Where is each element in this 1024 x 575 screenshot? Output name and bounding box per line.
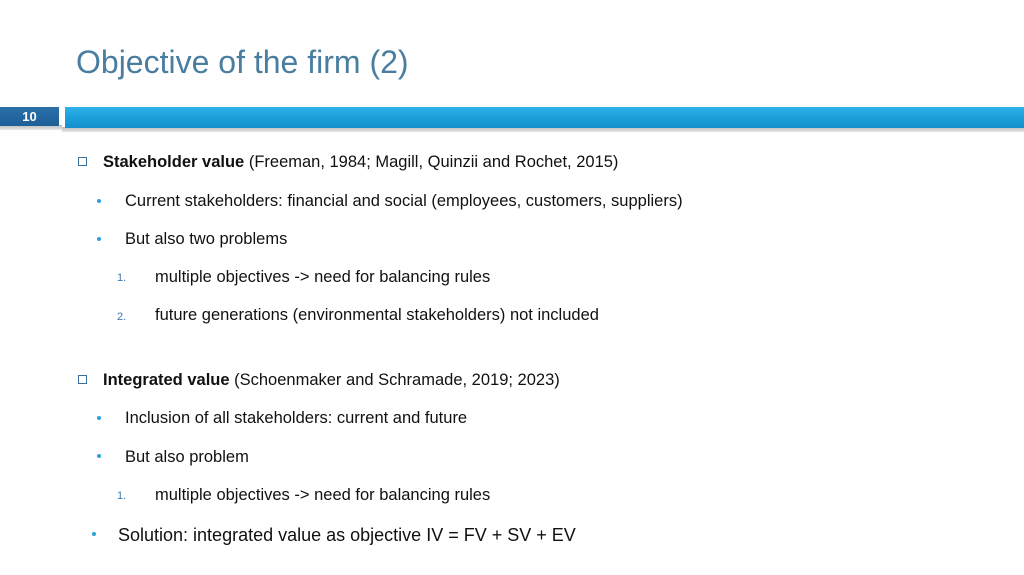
ordered-marker: 2. <box>117 311 127 323</box>
slide-number: 10 <box>0 107 59 126</box>
section-heading-stakeholder <box>103 153 618 172</box>
section-heading-citation: (Schoenmaker and Schramade, 2019; 2023) <box>229 371 560 389</box>
bullet-dot-icon <box>97 454 101 458</box>
square-bullet-icon <box>78 157 87 166</box>
bullet-dot-icon <box>97 237 101 241</box>
ordered-item: multiple objectives -> need for balancing rules <box>155 268 491 286</box>
bullet-dot-icon <box>97 416 101 420</box>
section-heading-citation: (Freeman, 1984; Magill, Quinzii and Rochet, 2015) <box>244 153 619 171</box>
list-item: But also problem <box>125 448 249 466</box>
list-item: But also two problems <box>125 230 288 248</box>
ordered-marker: 1. <box>117 490 127 502</box>
ordered-marker: 1. <box>117 272 127 284</box>
ordered-item: multiple objectives -> need for balancing rules <box>155 486 491 504</box>
square-bullet-icon <box>78 375 87 384</box>
solution-line: Solution: integrated value as objective IV = FV + SV + EV <box>118 525 576 545</box>
section-heading-integrated <box>103 371 560 390</box>
section-heading-bold: Stakeholder value <box>103 153 245 171</box>
section-heading-bold: Integrated value <box>103 371 230 389</box>
list-item: Current stakeholders: financial and social (employees, customers, suppliers) <box>125 192 683 210</box>
header-band <box>65 107 1024 128</box>
bullet-dot-icon <box>92 532 96 536</box>
ordered-item: future generations (environmental stakeholders) not included <box>155 306 599 324</box>
bullet-dot-icon <box>97 199 101 203</box>
list-item: Inclusion of all stakeholders: current and future <box>125 409 468 427</box>
slide-title: Objective of the firm (2) <box>76 44 409 80</box>
